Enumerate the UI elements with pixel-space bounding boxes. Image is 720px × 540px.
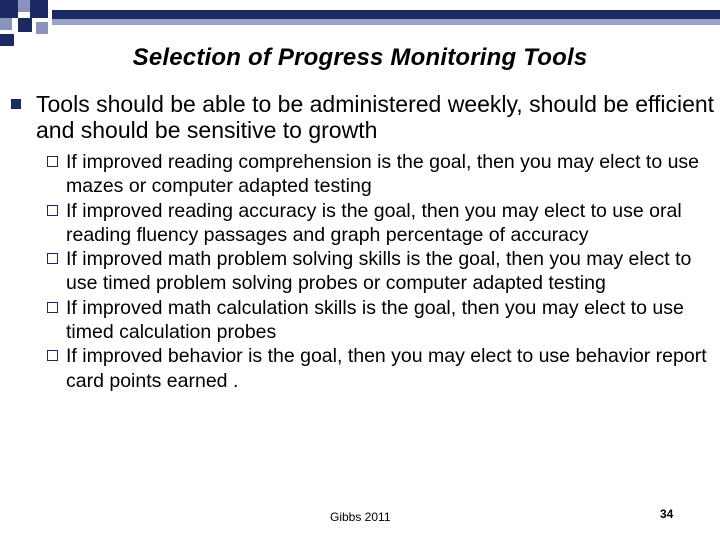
sub-bullet-list (45, 150, 717, 393)
list-item (45, 296, 717, 345)
checkbox-bullet-icon (47, 205, 58, 216)
checkbox-bullet-icon (47, 156, 58, 167)
sub-bullet-text: If improved reading comprehension is the goal, then you may elect to use mazes or computer adapted testing (66, 151, 700, 198)
checkbox-bullet-icon (47, 350, 58, 361)
sub-bullet-text: If improved reading accuracy is the goal, then you may elect to use oral reading fluency passages and graph percentage of accuracy (66, 199, 682, 246)
list-item (45, 199, 717, 248)
main-bullet-text: Tools should be able to be administered weekly, should be efficient and should be sensitive to growth (36, 91, 715, 143)
checkbox-bullet-icon (47, 253, 58, 264)
header-bar-light (52, 19, 720, 25)
checkbox-bullet-icon (47, 302, 58, 313)
decorative-pattern (0, 0, 120, 50)
sub-bullet-text: If improved behavior is the goal, then you may elect to use behavior report card points earned . (66, 345, 707, 392)
square-bullet-icon (11, 99, 21, 109)
list-item (45, 247, 717, 296)
sub-bullet-text: If improved math problem solving skills is the goal, then you may elect to use timed problem solving probes or computer adapted testing (66, 248, 692, 295)
list-item (45, 150, 717, 199)
footer-text: Gibbs 2011 (330, 510, 391, 524)
sub-bullet-text: If improved math calculation skills is the goal, then you may elect to use timed calculation probes (66, 296, 684, 344)
slide-title: Selection of Progress Monitoring Tools (132, 44, 588, 71)
header-bar (52, 10, 720, 19)
page-number: 34 (660, 507, 674, 521)
list-item (45, 344, 717, 393)
